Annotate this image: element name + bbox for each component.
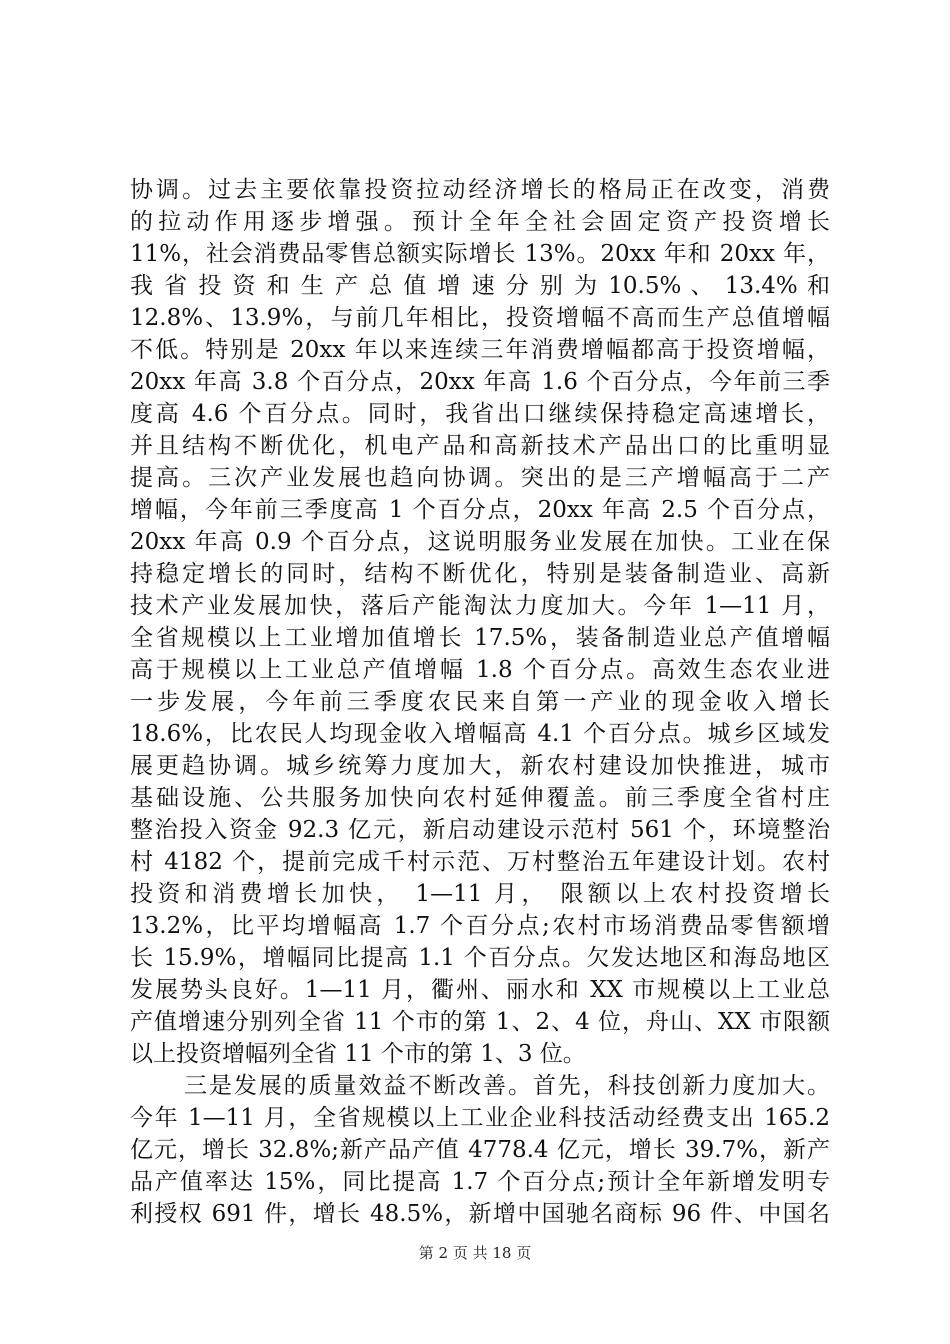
text-line: 度高 4.6 个百分点。同时，我省出口继续保持稳定高速增长， xyxy=(130,401,830,427)
text-line: 13.2%，比平均增幅高 1.7 个百分点;农村市场消费品零售额增 xyxy=(130,913,830,939)
text-line: 18.6%，比农民人均现金收入增幅高 4.1 个百分点。城乡区域发 xyxy=(130,721,830,747)
body-text xyxy=(130,174,830,1230)
text-line: 不低。特别是 20xx 年以来连续三年消费增幅都高于投资增幅， xyxy=(130,337,830,363)
text-line: 协调。过去主要依靠投资拉动经济增长的格局正在改变，消费 xyxy=(130,177,830,203)
text-line: 以上投资增幅列全省 11 个市的第 1、3 位。 xyxy=(130,1041,586,1067)
text-line: 提高。三次产业发展也趋向协调。突出的是三产增幅高于二产 xyxy=(130,465,830,491)
text-line: 增幅，今年前三季度高 1 个百分点，20xx 年高 2.5 个百分点， xyxy=(130,497,830,523)
text-line: 20xx 年高 0.9 个百分点，这说明服务业发展在加快。工业在保 xyxy=(130,529,830,555)
paragraph-first-line: 三是发展的质量效益不断改善。首先，科技创新力度加大。 xyxy=(184,1073,830,1099)
text-line: 并且结构不断优化，机电产品和高新技术产品出口的比重明显 xyxy=(130,433,830,459)
text-line: 整治投入资金 92.3 亿元，新启动建设示范村 561 个，环境整治 xyxy=(130,817,830,843)
text-line: 一步发展，今年前三季度农民来自第一产业的现金收入增长 xyxy=(130,689,830,715)
text-line: 11%，社会消费品零售总额实际增长 13%。20xx 年和 20xx 年， xyxy=(130,241,830,267)
text-line: 长 15.9%，增幅同比提高 1.1 个百分点。欠发达地区和海岛地区 xyxy=(130,945,830,971)
text-line: 利授权 691 件，增长 48.5%，新增中国驰名商标 96 件、中国名 xyxy=(130,1201,830,1227)
text-line: 亿元，增长 32.8%;新产品产值 4778.4 亿元，增长 39.7%，新产 xyxy=(130,1137,830,1163)
text-line: 20xx 年高 3.8 个百分点，20xx 年高 1.6 个百分点，今年前三季 xyxy=(130,369,830,395)
page-number-footer: 第 2 页 共 18 页 xyxy=(418,1244,532,1262)
text-line: 展更趋协调。城乡统筹力度加大，新农村建设加快推进，城市 xyxy=(130,753,830,779)
text-line: 品产值率达 15%，同比提高 1.7 个百分点;预计全年新增发明专 xyxy=(130,1169,830,1195)
text-line: 基础设施、公共服务加快向农村延伸覆盖。前三季度全省村庄 xyxy=(130,785,830,811)
text-line: 我 省 投 资 和 生 产 总 值 增 速 分 别 为 10.5% 、 13.4% 和 xyxy=(130,273,830,299)
text-line: 技术产业发展加快，落后产能淘汰力度加大。今年 1—11 月， xyxy=(130,593,830,619)
text-line: 高于规模以上工业总产值增幅 1.8 个百分点。高效生态农业进 xyxy=(130,657,830,683)
text-line: 今年 1—11 月，全省规模以上工业企业科技活动经费支出 165.2 xyxy=(130,1105,830,1131)
text-line: 全省规模以上工业增加值增长 17.5%，装备制造业总产值增幅 xyxy=(130,625,830,651)
text-line: 发展势头良好。1—11 月，衢州、丽水和 XX 市规模以上工业总 xyxy=(130,977,830,1003)
text-line: 持稳定增长的同时，结构不断优化，特别是装备制造业、高新 xyxy=(130,561,830,587)
text-line: 村 4182 个，提前完成千村示范、万村整治五年建设计划。农村 xyxy=(130,849,830,875)
text-line: 投资和消费增长加快， 1—11 月， 限额以上农村投资增长 xyxy=(130,881,830,907)
text-line: 的拉动作用逐步增强。预计全年全社会固定资产投资增长 xyxy=(130,209,830,235)
text-line: 12.8%、13.9%，与前几年相比，投资增幅不高而生产总值增幅 xyxy=(130,305,830,331)
text-line: 产值增速分别列全省 11 个市的第 1、2、4 位，舟山、XX 市限额 xyxy=(130,1009,830,1035)
